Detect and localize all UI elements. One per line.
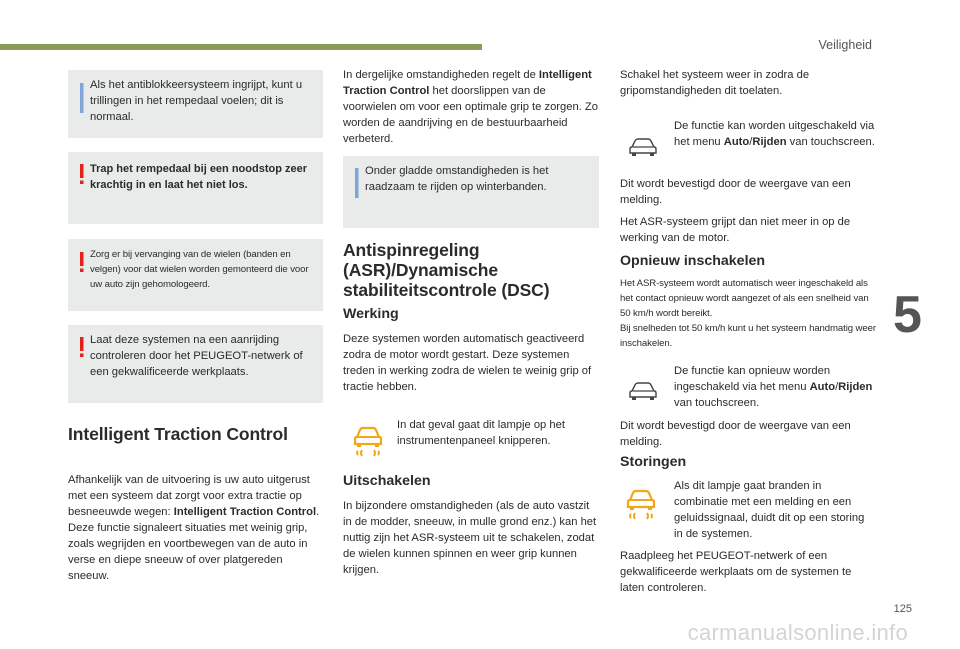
reactivate-text: Schakel het systeem weer in zodra de gripomstandigheden dit toelaten. [620,69,810,97]
deactivate-menu-text: De functie kan worden uitgeschakeld via het menu Auto/Rijden van touchscreen. [674,120,875,148]
car-icon [628,381,658,403]
section-title: Veiligheid [818,38,872,52]
info-icon [355,168,359,198]
car-icon [628,137,658,159]
itc-paragraph-3: In dergelijke omstandigheden regelt de Intelligent Traction Control het doorslippen van de voorwielen om voor een optimale grip te zorgen. Zo worden de aandrijving en de bestuurbaarheid verbeterd. [343,69,598,145]
warning-wheels-text: Zorg er bij vervanging van de wielen (banden en velgen) voor dat wielen worden gemonteerd die voor uw auto zijn gehomologeerd. [90,249,309,290]
header-rule [0,44,482,50]
heading-intelligent-traction: Intelligent Traction Control [68,424,288,444]
heading-opnieuw: Opnieuw inschakelen [620,253,766,269]
werking-text: Deze systemen worden automatisch geactiveerd zodra de motor wordt gestart. Deze systemen treden in werking zodra de wielen te weinig grip of tractie hebben. [343,333,592,393]
warning-note-network [68,325,323,403]
warning-network-text: Laat deze systemen na een aanrijding controleren door het PEUGEOT-netwerk of een gekwalificeerde werkplaats. [90,334,303,378]
info-note-winter [343,156,599,228]
asr-warning-lamp-icon [622,487,660,521]
info-abs-text: Als het antiblokkeersysteem ingrijpt, kunt u trillingen in het rempedaal voelen; dit is normaal. [90,79,303,123]
warning-icon [80,252,84,272]
watermark: carmanualsonline.info [687,620,908,645]
itc-body [68,472,323,584]
auto-on-text-1: Het ASR-systeem wordt automatisch weer ingeschakeld als het contact opnieuw wordt aangezet of als een snelheid van 50 km/h wordt bereikt. [620,278,869,319]
warning-note-brake [68,152,323,224]
warning-note-wheels [68,239,323,311]
info-winter-text: Onder gladde omstandigheden is het raadzaam te rijden op winterbanden. [365,165,549,193]
auto-on-text-2: Bij snelheden tot 50 km/h kunt u het systeem handmatig weer inschakelen. [620,323,876,349]
lamp-text: In dat geval gaat dit lampje op het instrumentenpaneel knipperen. [397,419,565,447]
asr-off-text: Het ASR-systeem grijpt dan niet meer in op de werking van de motor. [620,216,851,244]
warning-icon [80,164,84,184]
info-icon [80,83,84,113]
warning-icon [80,337,84,357]
fault-text: Als dit lampje gaat branden in combinatie met een melding en een geluidssignaal, duidt dit op een storing in de systemen. [674,480,865,540]
warning-brake-text: Trap het rempedaal bij een noodstop zeer krachtig in en laat het niet los. [90,163,307,191]
page-number: 125 [893,603,912,615]
heading-asr-dsc: Antispinregeling (ASR)/Dynamische stabiliteitscontrole (DSC) [343,240,550,300]
confirm-text-1: Dit wordt bevestigd door de weergave van een melding. [620,178,851,206]
consult-text: Raadpleeg het PEUGEOT-netwerk of een gekwalificeerde werkplaats om de systemen te laten controleren. [620,550,852,594]
chapter-number: 5 [893,286,922,344]
itc-paragraph-1: Afhankelijk van de uitvoering is uw auto uitgerust met een systeem dat zorgt voor extra tractie op besneeuwde wegen: Intelligent Traction Control. [68,474,320,518]
itc-paragraph-2: Deze functie signaleert situaties met weinig grip, zoals wegrijden en voortbewegen van de auto in verse en diepe sneeuw of over platgereden sneeuw. [68,522,308,582]
heading-werking: Werking [343,306,399,322]
uitschakelen-text: In bijzondere omstandigheden (als de auto vastzit in de modder, sneeuw, in mulle grond enz.) kan het nuttig zijn het ASR-systeem uit te schakelen, zodat de wielen kunnen spinnen en weer grip kunnen krijgen. [343,500,597,576]
confirm-text-2: Dit wordt bevestigd door de weergave van een melding. [620,420,851,448]
asr-warning-lamp-icon [349,424,387,458]
heading-storingen: Storingen [620,454,687,470]
heading-uitschakelen: Uitschakelen [343,473,431,489]
auto-reactivate-block [620,276,880,351]
info-note-abs [68,70,323,138]
reactivate-menu-text: De functie kan opnieuw worden ingeschakeld via het menu Auto/Rijden van touchscreen. [674,365,873,409]
